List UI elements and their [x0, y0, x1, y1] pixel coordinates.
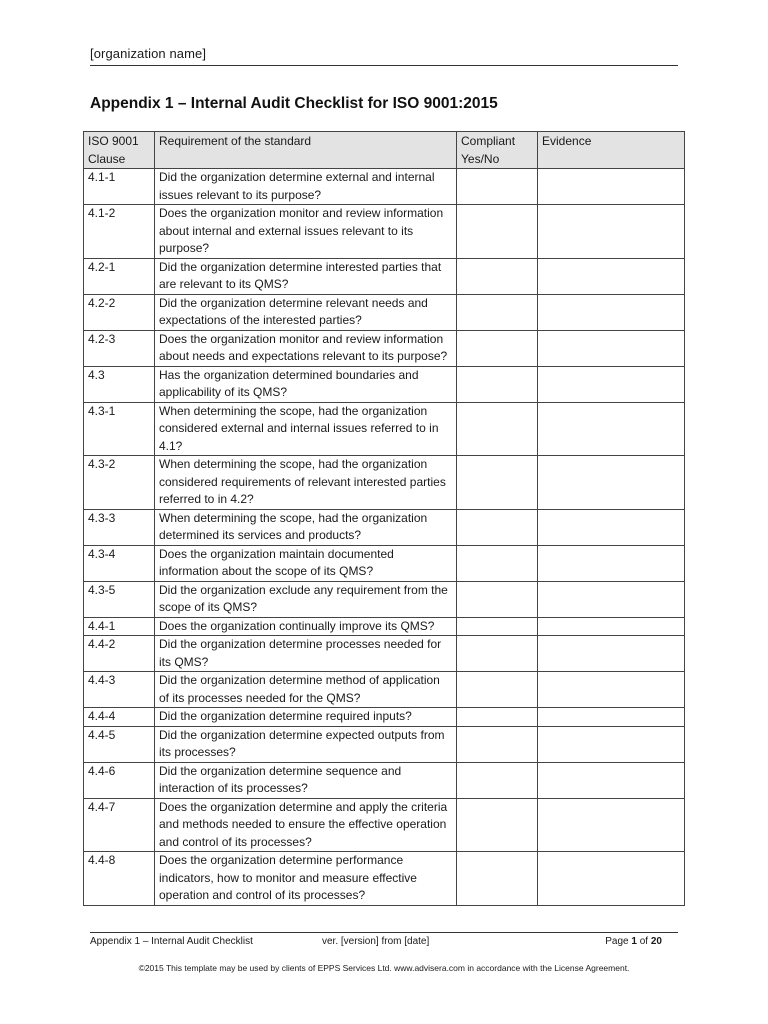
- requirement-cell: Does the organization maintain documented information about the scope of its QMS?: [155, 545, 457, 581]
- table-row: [84, 456, 685, 510]
- evidence-cell[interactable]: [538, 294, 685, 330]
- table-row: [84, 258, 685, 294]
- table-row: [84, 636, 685, 672]
- table-header-row: [84, 132, 685, 169]
- evidence-cell[interactable]: [538, 509, 685, 545]
- requirement-cell: Does the organization monitor and review information about needs and expectations relevant to its purpose?: [155, 330, 457, 366]
- requirement-cell: Did the organization determine required inputs?: [155, 708, 457, 727]
- column-header-clause: ISO 9001 Clause: [84, 132, 155, 169]
- evidence-cell[interactable]: [538, 258, 685, 294]
- evidence-cell[interactable]: [538, 366, 685, 402]
- clause-cell: 4.3-2: [84, 456, 155, 510]
- requirement-cell: Does the organization determine and apply the criteria and methods needed to ensure the effective operation and control of its processes?: [155, 798, 457, 852]
- table-row: [84, 402, 685, 456]
- compliant-cell[interactable]: [457, 726, 538, 762]
- evidence-cell[interactable]: [538, 672, 685, 708]
- organization-name: [organization name]: [90, 46, 207, 61]
- requirement-cell: When determining the scope, had the organization considered requirements of relevant interested parties referred to in 4.2?: [155, 456, 457, 510]
- requirement-cell: When determining the scope, had the organization determined its services and products?: [155, 509, 457, 545]
- table-row: [84, 545, 685, 581]
- requirement-cell: Does the organization determine performance indicators, how to monitor and measure effective operation and control of its processes?: [155, 852, 457, 906]
- evidence-cell[interactable]: [538, 617, 685, 636]
- table-row: [84, 294, 685, 330]
- compliant-cell[interactable]: [457, 169, 538, 205]
- page-label: Page: [605, 936, 632, 947]
- compliant-cell[interactable]: [457, 581, 538, 617]
- page-title: Appendix 1 – Internal Audit Checklist for ISO 9001:2015: [90, 95, 498, 112]
- page-current: 1: [631, 936, 637, 947]
- column-header-compliant: Compliant Yes/No: [457, 132, 538, 169]
- requirement-cell: Did the organization exclude any requirement from the scope of its QMS?: [155, 581, 457, 617]
- evidence-cell[interactable]: [538, 581, 685, 617]
- requirement-cell: Did the organization determine interested parties that are relevant to its QMS?: [155, 258, 457, 294]
- evidence-cell[interactable]: [538, 330, 685, 366]
- compliant-cell[interactable]: [457, 456, 538, 510]
- evidence-cell[interactable]: [538, 169, 685, 205]
- clause-cell: 4.4-6: [84, 762, 155, 798]
- clause-cell: 4.2-3: [84, 330, 155, 366]
- requirement-cell: Does the organization monitor and review information about internal and external issues relevant to its purpose?: [155, 205, 457, 259]
- table-row: [84, 169, 685, 205]
- evidence-cell[interactable]: [538, 726, 685, 762]
- compliant-cell[interactable]: [457, 708, 538, 727]
- clause-cell: 4.1-1: [84, 169, 155, 205]
- column-header-requirement: Requirement of the standard: [155, 132, 457, 169]
- header-rule: [90, 65, 678, 66]
- compliant-cell[interactable]: [457, 366, 538, 402]
- audit-checklist-table: [83, 131, 685, 906]
- table-row: [84, 672, 685, 708]
- requirement-cell: Has the organization determined boundaries and applicability of its QMS?: [155, 366, 457, 402]
- table-body: [84, 169, 685, 906]
- compliant-cell[interactable]: [457, 672, 538, 708]
- compliant-cell[interactable]: [457, 636, 538, 672]
- evidence-cell[interactable]: [538, 636, 685, 672]
- clause-cell: 4.4-8: [84, 852, 155, 906]
- evidence-cell[interactable]: [538, 402, 685, 456]
- compliant-cell[interactable]: [457, 294, 538, 330]
- clause-cell: 4.4-5: [84, 726, 155, 762]
- evidence-cell[interactable]: [538, 798, 685, 852]
- clause-cell: 4.2-1: [84, 258, 155, 294]
- page-of: of: [636, 936, 651, 947]
- compliant-cell[interactable]: [457, 330, 538, 366]
- requirement-cell: Did the organization determine relevant needs and expectations of the interested parties?: [155, 294, 457, 330]
- table-row: [84, 205, 685, 259]
- table-row: [84, 762, 685, 798]
- table-row: [84, 617, 685, 636]
- evidence-cell[interactable]: [538, 545, 685, 581]
- table-row: [84, 509, 685, 545]
- table-row: [84, 852, 685, 906]
- evidence-cell[interactable]: [538, 456, 685, 510]
- table-row: [84, 581, 685, 617]
- compliant-cell[interactable]: [457, 762, 538, 798]
- requirement-cell: Did the organization determine sequence and interaction of its processes?: [155, 762, 457, 798]
- table-row: [84, 708, 685, 727]
- compliant-cell[interactable]: [457, 617, 538, 636]
- requirement-cell: Did the organization determine method of application of its processes needed for the QMS?: [155, 672, 457, 708]
- footer-page-number: [605, 936, 662, 947]
- clause-cell: 4.4-2: [84, 636, 155, 672]
- footer-document-name: Appendix 1 – Internal Audit Checklist: [90, 936, 253, 947]
- clause-cell: 4.3: [84, 366, 155, 402]
- evidence-cell[interactable]: [538, 708, 685, 727]
- compliant-cell[interactable]: [457, 205, 538, 259]
- evidence-cell[interactable]: [538, 205, 685, 259]
- page-total: 20: [650, 936, 662, 947]
- requirement-cell: Did the organization determine expected outputs from its processes?: [155, 726, 457, 762]
- clause-cell: 4.3-5: [84, 581, 155, 617]
- evidence-cell[interactable]: [538, 852, 685, 906]
- evidence-cell[interactable]: [538, 762, 685, 798]
- clause-cell: 4.4-7: [84, 798, 155, 852]
- requirement-cell: Did the organization determine external and internal issues relevant to its purpose?: [155, 169, 457, 205]
- compliant-cell[interactable]: [457, 509, 538, 545]
- clause-cell: 4.2-2: [84, 294, 155, 330]
- compliant-cell[interactable]: [457, 258, 538, 294]
- clause-cell: 4.1-2: [84, 205, 155, 259]
- table-row: [84, 366, 685, 402]
- clause-cell: 4.4-1: [84, 617, 155, 636]
- compliant-cell[interactable]: [457, 852, 538, 906]
- table-row: [84, 330, 685, 366]
- clause-cell: 4.4-3: [84, 672, 155, 708]
- copyright-notice: ©2015 This template may be used by clients of EPPS Services Ltd. www.advisera.com in accordance with the License Agreement.: [138, 963, 630, 973]
- footer-rule: [90, 932, 678, 933]
- table-row: [84, 726, 685, 762]
- requirement-cell: When determining the scope, had the organization considered external and internal issues referred to in 4.1?: [155, 402, 457, 456]
- compliant-cell[interactable]: [457, 545, 538, 581]
- column-header-evidence: Evidence: [538, 132, 685, 169]
- clause-cell: 4.3-3: [84, 509, 155, 545]
- compliant-cell[interactable]: [457, 798, 538, 852]
- requirement-cell: Did the organization determine processes needed for its QMS?: [155, 636, 457, 672]
- footer-version: ver. [version] from [date]: [322, 936, 430, 947]
- clause-cell: 4.3-1: [84, 402, 155, 456]
- requirement-cell: Does the organization continually improve its QMS?: [155, 617, 457, 636]
- clause-cell: 4.4-4: [84, 708, 155, 727]
- compliant-cell[interactable]: [457, 402, 538, 456]
- table-row: [84, 798, 685, 852]
- clause-cell: 4.3-4: [84, 545, 155, 581]
